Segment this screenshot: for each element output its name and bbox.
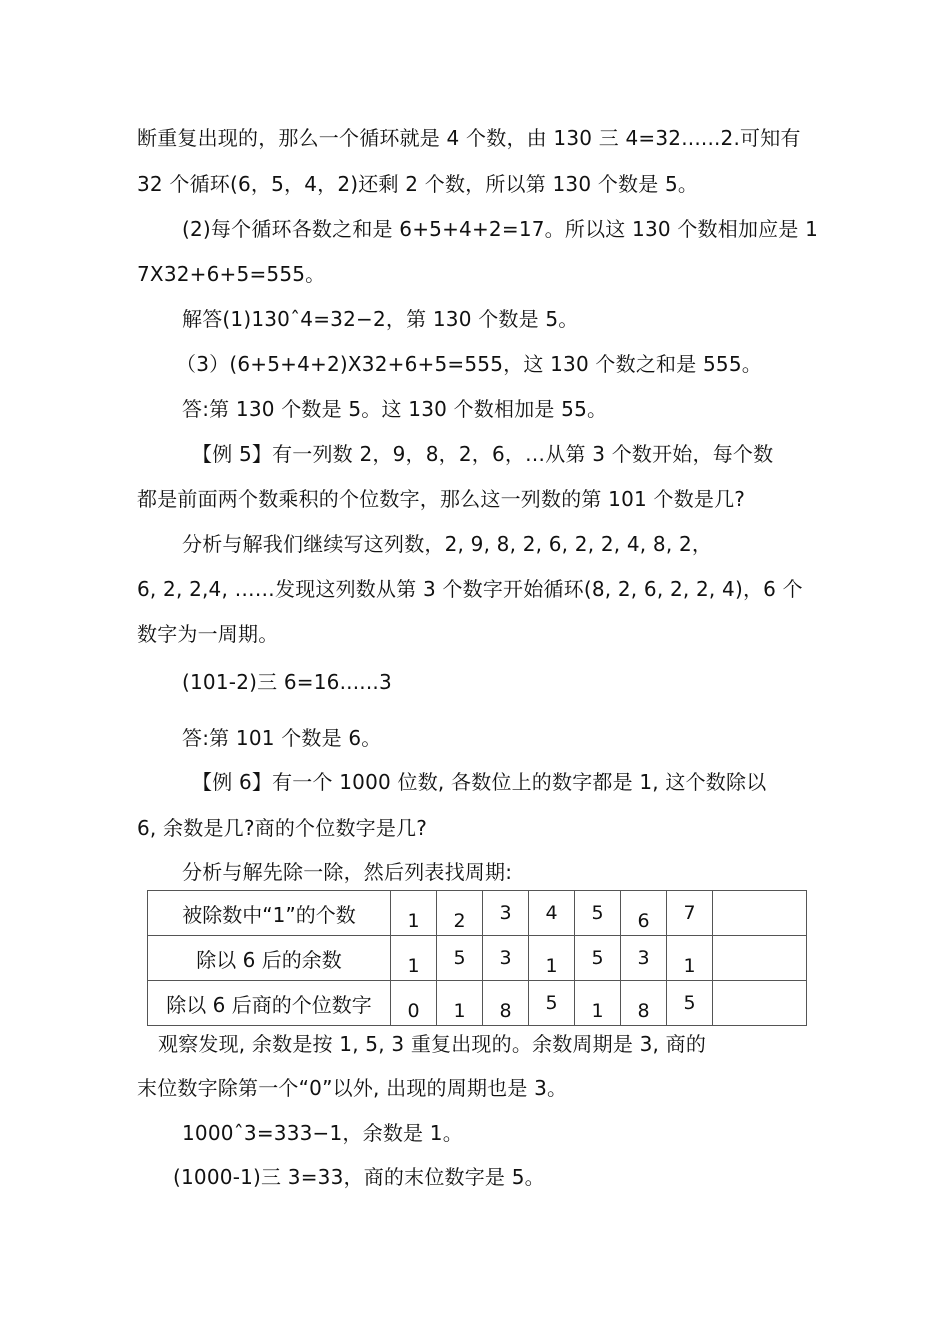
table-row xyxy=(148,936,807,981)
table-cell: 2 xyxy=(437,891,483,936)
text-line: 答:第 101 个数是 6。 xyxy=(182,726,382,750)
table-cell: 8 xyxy=(621,981,667,1026)
text-line: 观察发现, 余数是按 1, 5, 3 重复出现的。余数周期是 3, 商的 xyxy=(158,1032,707,1056)
table-cell xyxy=(713,891,807,936)
table-row xyxy=(148,981,807,1026)
text-line: (2)每个循环各数之和是 6+5+4+2=17。所以这 130 个数相加应是 1 xyxy=(182,217,819,241)
table-cell: 8 xyxy=(483,981,529,1026)
table-cell: 5 xyxy=(575,936,621,981)
table-cell xyxy=(713,936,807,981)
text-line: 7X32+6+5=555。 xyxy=(137,262,326,286)
example-6-heading: 【例 6】有一个 1000 位数, 各数位上的数字都是 1, 这个数除以 xyxy=(192,770,767,794)
table-cell: 5 xyxy=(437,936,483,981)
table-cell: 1 xyxy=(437,981,483,1026)
period-table xyxy=(147,890,807,1026)
text-line: 1000ˆ3=333−1，余数是 1。 xyxy=(182,1121,463,1145)
table-row-header: 除以 6 后商的个位数字 xyxy=(148,981,391,1026)
table-cell: 5 xyxy=(575,891,621,936)
text-line: 分析与解先除一除，然后列表找周期: xyxy=(182,860,513,884)
table-cell: 5 xyxy=(667,981,713,1026)
text-line: 分析与解我们继续写这列数，2, 9, 8, 2, 6, 2, 2, 4, 8, 2， xyxy=(182,532,713,556)
text-line: 6, 2, 2,4, ……发现这列数从第 3 个数字开始循环(8, 2, 6, 2, 2, 4)，6 个 xyxy=(137,577,803,601)
table-cell: 3 xyxy=(621,936,667,981)
text-line: 数字为一周期。 xyxy=(137,622,279,646)
text-line: 32 个循环(6，5，4，2)还剩 2 个数，所以第 130 个数是 5。 xyxy=(137,172,699,196)
text-line: (101-2)三 6=16......3 xyxy=(182,670,392,694)
table-cell: 1 xyxy=(391,891,437,936)
table-cell: 5 xyxy=(529,981,575,1026)
table-cell xyxy=(713,981,807,1026)
table-cell: 7 xyxy=(667,891,713,936)
text-line: 末位数字除第一个“0”以外, 出现的周期也是 3。 xyxy=(137,1076,568,1100)
text-line: 断重复出现的，那么一个循环就是 4 个数，由 130 三 4=32......2.可知有 xyxy=(137,126,801,150)
table-cell: 1 xyxy=(667,936,713,981)
table-row-header: 除以 6 后的余数 xyxy=(148,936,391,981)
text-line: 6, 余数是几?商的个位数字是几? xyxy=(137,816,428,840)
table-cell: 1 xyxy=(529,936,575,981)
table-row-header: 被除数中“1”的个数 xyxy=(148,891,391,936)
table-cell: 6 xyxy=(621,891,667,936)
text-line: 答:第 130 个数是 5。这 130 个数相加是 55。 xyxy=(182,397,608,421)
text-line: （3）(6+5+4+2)X32+6+5=555，这 130 个数之和是 555。 xyxy=(176,352,762,376)
text-line: 都是前面两个数乘积的个位数字，那么这一列数的第 101 个数是几? xyxy=(137,487,746,511)
table-cell: 1 xyxy=(575,981,621,1026)
example-5-heading: 【例 5】有一列数 2，9，8，2，6，…从第 3 个数开始，每个数 xyxy=(192,442,774,466)
text-line: 解答(1)130ˆ4=32−2，第 130 个数是 5。 xyxy=(182,307,579,331)
table-cell: 4 xyxy=(529,891,575,936)
text-line: (1000-1)三 3=33，商的末位数字是 5。 xyxy=(173,1165,545,1189)
table-cell: 3 xyxy=(483,891,529,936)
table-cell: 3 xyxy=(483,936,529,981)
table-cell: 0 xyxy=(391,981,437,1026)
table-row xyxy=(148,891,807,936)
table-cell: 1 xyxy=(391,936,437,981)
